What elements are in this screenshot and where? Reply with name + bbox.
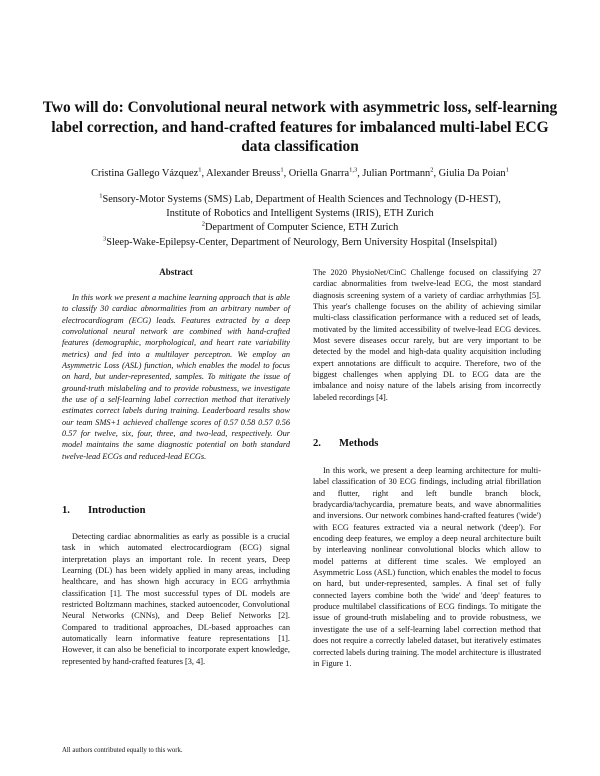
- abstract-body: [62, 292, 290, 462]
- affiliation-line: $^3$Sleep-Wake-Epilepsy-Center, Department of Neurology, Bern University Hospital (Inselspital): [103, 235, 497, 248]
- affiliation-line: $^1$Sensory-Motor Systems (SMS) Lab, Department of Health Sciences and Technology (D-HEST),: [99, 192, 501, 205]
- author-name: Alexander Breuss: [206, 168, 281, 179]
- affiliation-line: $^2$Department of Computer Science, ETH Zurich: [201, 220, 399, 234]
- section-heading-methods: 2. Methods: [313, 438, 379, 449]
- footnote: All authors contributed equally to this work.: [62, 747, 183, 754]
- methods-body: [313, 465, 541, 669]
- methods-paragraph: In this work, we present a deep learning architecture for multi-label classification of 30 ECG findings, including atrial fibrillation and flutter, right and left bundle branch block, bradycardia/tachycardia, premature beats, and wave abnormalities and inversions. Our network combines hand-crafted features ('wide') with ECG features extracted via a neural network ('deep'). For encoding deep features, we employ a deep neural architecture built by interleaving nonlinear convolutional blocks which allow to model patterns at different time scales. We employed an Asymmetric Loss (ASL) function, which enables the model to focus on hard, but under-represented, samples. A final set of fully connected layers combine both the 'wide' and 'deep' features to produce multilabel classifications of ECG findings. To mitigate the issue of ground-truth mislabeling and to provide robustness, we investigate the use of a self-learning label correction method that does not require a correctly labeled dataset, but iteratively estimates corrected labels during training. The model architecture is illustrated in Figure 1.: [313, 466, 541, 668]
- affiliation-list: [20, 193, 580, 250]
- introduction-body: [62, 531, 290, 667]
- abstract-text: In this work we present a machine learning approach that is able to classify 30 cardiac abnormalities from an arbitrary number of electrocardiogram (ECG) leads. Features extracted by a deep convolutional neural network are combined with hand-crafted features (demographic, morphological, and heart rate variability metrics) and fed into a multilayer perceptron. We employ an Asymmetric Loss (ASL) function, which enables the model to focus on hard, but under-represented, samples. To mitigate the issue of ground-truth mislabeling and to provide robustness, we investigate the use of a self-learning label correction method that iteratively estimates correct labels during training. Leaderboard results show our team SMS+1 achieved challenge scores of 0.57 0.58 0.57 0.56 0.57 for twelve, six, four, three, and two-lead, respectively. Our model maintains the same diagnostic potential on both standard twelve-lead ECGs and reduced-lead ECGs.: [62, 293, 290, 461]
- author-list: Cristina Gallego Vázquez$^1$, Alexander Breuss$^1$, Oriella Gnarra$^{1,3}$, Julian Portmann$^2$, Giulia Da Poian$^1$: [91, 166, 509, 179]
- author-name: Oriella Gnarra: [288, 168, 350, 179]
- author-affiliation-mark: 1: [505, 166, 509, 174]
- author-name: Cristina Gallego Vázquez: [91, 168, 199, 179]
- author-affiliation-mark: 1: [280, 166, 284, 174]
- author-name: Giulia Da Poian: [438, 168, 506, 179]
- author-affiliation-mark: 1,3: [349, 166, 358, 174]
- abstract-heading: Abstract: [159, 267, 193, 277]
- paper-title: Two will do: Convolutional neural network with asymmetric loss, self-learning label correction, and hand-crafted features for imbalanced multi-label ECG data classification: [42, 99, 558, 155]
- section-heading-introduction: 1. Introduction: [62, 505, 146, 516]
- author-name: Julian Portmann: [362, 168, 431, 179]
- author-affiliation-mark: 1: [198, 166, 202, 174]
- challenge-body: [313, 267, 541, 403]
- author-affiliation-mark: 2: [430, 166, 434, 174]
- challenge-paragraph: The 2020 PhysioNet/CinC Challenge focused on classifying 27 cardiac abnormalities from twelve-lead ECG, the most standard diagnosis screening system of a variety of cardiac arrhythmias [5]. This year's challenge focuses on the ability of achieving similar multi-class classification performance with a reduced set of leads, motivated by the limited accessibility of twelve-lead ECG devices. Most severe diseases occur rarely, but are very important to be detected by the model and high-data quality acquisition including expert annotations are difficult to acquire. Therefore, two of the biggest challenges when applying DL to ECG data are the imbalance and noisy nature of the labels arising from incorrectly labeled recordings [4].: [313, 268, 541, 402]
- introduction-paragraph: Detecting cardiac abnormalities as early as possible is a crucial task in which automated electrocardiogram (ECG) signal interpretation plays an important role. In recent years, Deep Learning (DL) has been widely applied in many areas, including healthcare, and has shown high accuracy in ECG arrhythmia classification [1]. The most successful types of DL models are restricted Boltzmann machines, stacked autoencoder, Convolutional Neural Networks (CNNs), and Deep Belief Networks [2]. Compared to traditional approaches, DL-based approaches can automatically learn informative feature representations [1]. However, it can also be beneficial to incorporate expert knowledge, represented by hand-crafted features [3, 4].: [62, 532, 290, 666]
- affiliation-line: Institute of Robotics and Intelligent Systems (IRIS), ETH Zurich: [166, 208, 434, 220]
